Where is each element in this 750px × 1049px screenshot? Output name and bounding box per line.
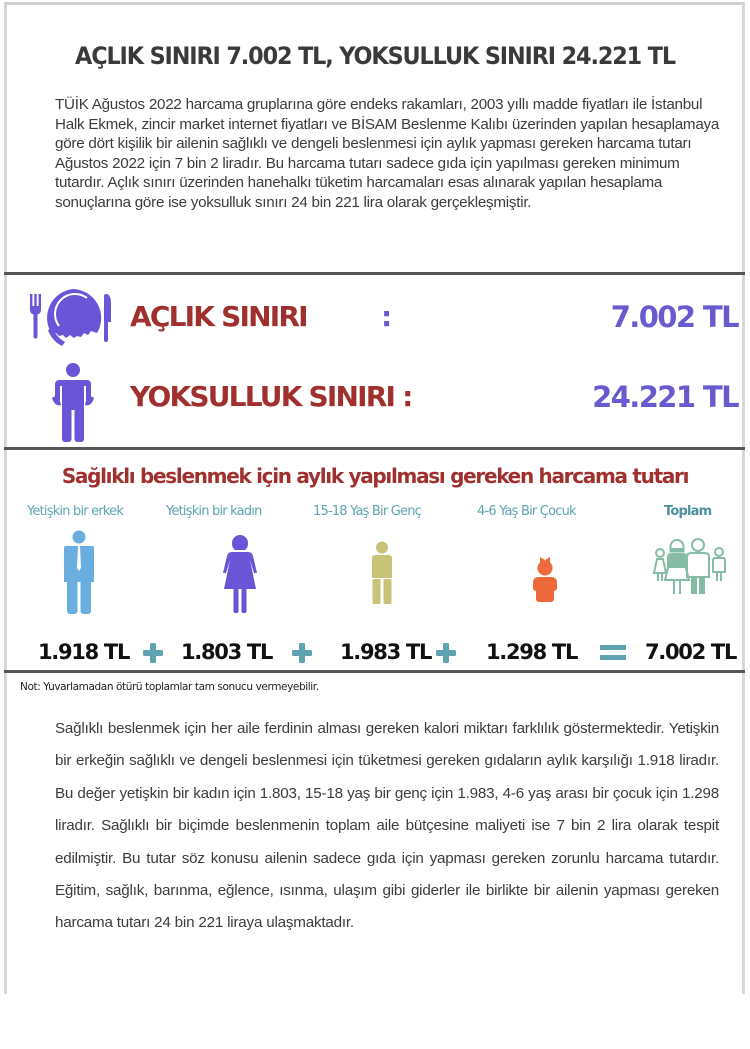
amount-teen: 1.983 TL xyxy=(340,640,432,664)
poverty-limit-row xyxy=(0,370,750,430)
member-label-man: Yetişkin bir erkek xyxy=(27,504,124,519)
amount-child: 1.298 TL xyxy=(486,640,578,664)
amount-woman: 1.803 TL xyxy=(181,640,273,664)
rounding-note: Not: Yuvarlamadan ötürü toplamlar tam sonucu vermeyebilir. xyxy=(20,681,319,693)
hunger-limit-label: AÇLIK SINIRI xyxy=(130,300,307,333)
amount-total: 7.002 TL xyxy=(645,640,737,664)
poverty-limit-value: 24.221 TL xyxy=(592,380,738,414)
divider xyxy=(4,447,745,450)
breakdown-title: Sağlıklı beslenmek için aylık yapılması gereken harcama tutarı xyxy=(61,464,689,488)
empty-pockets-person-icon xyxy=(50,362,96,444)
plus-icon xyxy=(143,643,163,663)
hunger-limit-value: 7.002 TL xyxy=(610,300,738,334)
member-label-child: 4-6 Yaş Bir Çocuk xyxy=(477,504,576,519)
hunger-limit-row xyxy=(0,290,750,350)
member-label-total: Toplam xyxy=(664,504,712,519)
hunger-limit-colon: : xyxy=(381,300,393,333)
woman-icon xyxy=(222,534,258,614)
divider xyxy=(4,670,745,673)
amount-man: 1.918 TL xyxy=(38,640,130,664)
intro-paragraph: TÜİK Ağustos 2022 harcama gruplarına göre endeks rakamları, 2003 yıllı madde fiyatları ile İstanbul Halk Ekmek, zincir market internet fiyatları ve BİSAM Beslenme Kalıbı üzerinden yapılan hesaplamaya göre dört kişilik bir ailenin sağlıklı ve dengeli beslenmesi için aylık yapması gereken harcama tutarı Ağustos 2022 için 7 bin 2 liradır. Bu harcama tutarı sadece gıda için yapılması gereken minimum tutardır. Açlık sınırı üzerinden hanehalkı tüketim harcamaları esas alınarak yapılan hesaplama sonuçlarına göre ise yoksulluk sınırı 24 bin 221 lira olarak gerçekleşmiştir. xyxy=(55,96,720,211)
body-paragraph: Sağlıklı beslenmek için her aile ferdinin alması gereken kalori miktarı farklılık göstermektedir. Yetişkin bir erkeğin sağlıklı ve dengeli beslenmesi için tüketmesi gereken gıdaların aylık karşılığı 1.918 liradır. Bu değer yetişkin bir kadın için 1.803, 15-18 yaş bir genç için 1.983, 4-6 yaş arası bir çocuk için 1.298 liradır. Sağlıklı bir biçimde beslenmenin toplam aile bütçesine maliyeti ise 7 bin 2 lira olarak tespit edilmiştir. Bu tutar söz konusu ailenin sadece gıda için yapması gereken zorunlu harcama tutardır. Eğitim, sağlık, barınma, eğlence, ısınma, ulaşım gibi giderler ile birlikte bir ailenin yapması gereken harcama tutarı 24 bin 221 liraya ulaşmaktadır. xyxy=(55,720,719,932)
equals-icon xyxy=(600,645,626,661)
plus-icon xyxy=(436,643,456,663)
man-icon xyxy=(63,530,95,616)
family-icon xyxy=(652,538,732,598)
teen-icon xyxy=(372,541,392,605)
girl-child-icon xyxy=(532,555,558,605)
plus-icon xyxy=(292,643,312,663)
poverty-limit-label: YOKSULLUK SINIRI : xyxy=(130,380,412,413)
member-label-teen: 15-18 Yaş Bir Genç xyxy=(313,504,421,519)
plate-fork-knife-icon xyxy=(26,286,116,352)
member-label-woman: Yetişkin bir kadın xyxy=(166,504,262,519)
divider xyxy=(4,272,745,275)
page-title: AÇLIK SINIRI 7.002 TL, YOKSULLUK SINIRI 24.221 TL xyxy=(75,42,675,70)
